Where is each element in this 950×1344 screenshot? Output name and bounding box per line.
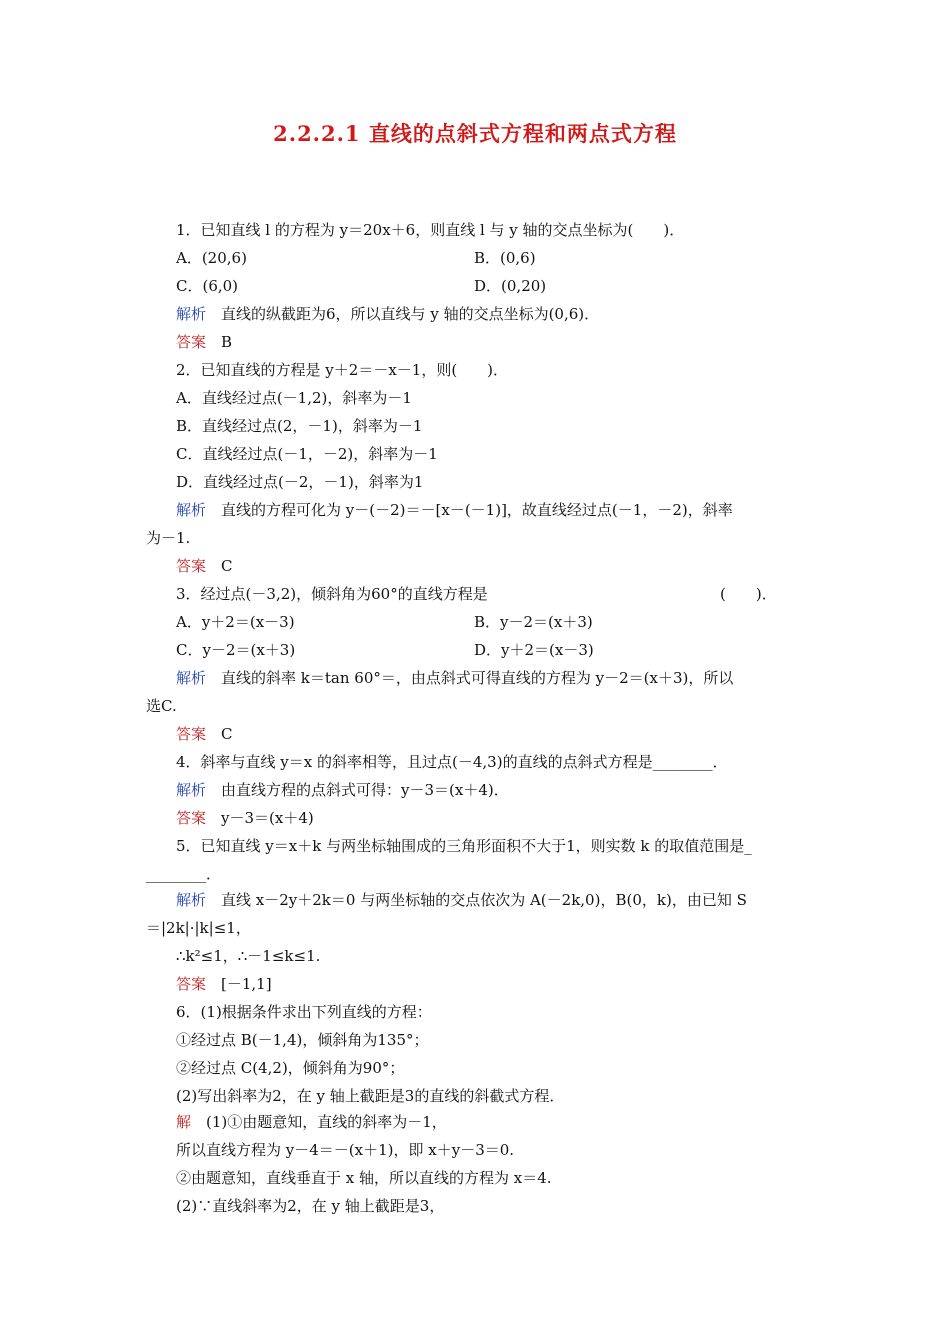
- answer-label: 答案: [176, 809, 207, 827]
- q4-stem: 4．斜率与直线 y＝x 的斜率相等，且过点(－4,3)的直线的点斜式方程是________．: [176, 753, 728, 771]
- q3-analysis: [176, 668, 733, 688]
- q4-answer: [176, 808, 314, 828]
- q3-option-c: C．y－2＝(x＋3): [176, 641, 296, 659]
- q1-analysis-text: 直线的纵截距为6，所以直线与 y 轴的交点坐标为(0,6)．: [206, 305, 600, 323]
- q6-solution-line-4: (2)∵直线斜率为2，在 y 轴上截距是3，: [176, 1197, 445, 1215]
- q5-analysis-conclusion: ∴k²≤1，∴－1≤k≤1.: [176, 947, 321, 965]
- q6-solution-line-2: 所以直线方程为 y－4＝－(x＋1)，即 x＋y－3＝0.: [176, 1141, 515, 1159]
- q1-analysis: [176, 304, 599, 324]
- q5-analysis-cont: ＝|2k|·|k|≤1，: [146, 919, 251, 937]
- q1-answer-text: B: [206, 333, 233, 351]
- analysis-label: 解析: [176, 891, 207, 909]
- analysis-label: 解析: [176, 781, 207, 799]
- q2-analysis-text: 直线的方程可化为 y－(－2)＝－[x－(－1)]，故直线经过点(－1，－2)，斜率: [206, 501, 733, 519]
- solution-label: 解: [176, 1113, 192, 1131]
- q3-analysis-text: 直线的斜率 k＝tan 60°＝，由点斜式可得直线的方程为 y－2＝(x＋3)，所以: [206, 669, 734, 687]
- q2-option-a: A．直线经过点(－1,2)，斜率为－1: [176, 389, 412, 407]
- analysis-label: 解析: [176, 501, 207, 519]
- q5-answer-text: [－1,1]: [206, 975, 272, 993]
- q2-answer-text: C: [206, 557, 233, 575]
- q5-answer: [176, 974, 272, 994]
- q2-answer: [176, 556, 233, 576]
- q2-option-d: D．直线经过点(－2，－1)，斜率为1: [176, 473, 424, 491]
- q3-analysis-cont: 选C.: [146, 697, 177, 715]
- q1-option-a: A．(20,6): [176, 249, 247, 267]
- q5-stem: 5．已知直线 y＝x＋k 与两坐标轴围成的三角形面积不大于1，则实数 k 的取值范围是_: [176, 837, 752, 855]
- q3-answer: [176, 724, 233, 744]
- q6-solution-text: (1)①由题意知，直线的斜率为－1，: [191, 1113, 447, 1131]
- q6-stem: 6．(1)根据条件求出下列直线的方程：: [176, 1003, 432, 1021]
- q2-stem: 2．已知直线的方程是 y＋2＝－x－1，则( )．: [176, 361, 509, 379]
- q2-option-b: B．直线经过点(2，－1)，斜率为－1: [176, 417, 423, 435]
- q3-option-a: A．y＋2＝(x－3): [176, 613, 295, 631]
- answer-label: 答案: [176, 975, 207, 993]
- q3-option-d: D．y＋2＝(x－3): [474, 641, 594, 659]
- q6-part-2: (2)写出斜率为2，在 y 轴上截距是3的直线的斜截式方程．: [176, 1087, 565, 1105]
- q3-answer-paren: ( )．: [720, 585, 777, 603]
- analysis-label: 解析: [176, 669, 207, 687]
- page-title: 2.2.2.1 直线的点斜式方程和两点式方程: [273, 121, 677, 146]
- answer-label: 答案: [176, 333, 207, 351]
- answer-label: 答案: [176, 557, 207, 575]
- q1-answer: [176, 332, 232, 352]
- q5-stem-cont: ________．: [146, 865, 222, 883]
- q4-analysis-text: 由直线方程的点斜式可得：y－3＝(x＋4)．: [206, 781, 509, 799]
- q1-option-b: B．(0,6): [474, 249, 536, 267]
- q6-item-1: ①经过点 B(－1,4)，倾斜角为135°；: [176, 1031, 429, 1049]
- q3-option-b: B．y－2＝(x＋3): [474, 613, 593, 631]
- q4-answer-text: y－3＝(x＋4): [206, 809, 314, 827]
- q1-option-d: D．(0,20): [474, 277, 547, 295]
- answer-label: 答案: [176, 725, 207, 743]
- q1-stem: 1．已知直线 l 的方程为 y＝20x＋6，则直线 l 与 y 轴的交点坐标为( )．: [176, 221, 685, 239]
- q6-solution-line-3: ②由题意知，直线垂直于 x 轴，所以直线的方程为 x＝4.: [176, 1169, 552, 1187]
- q1-option-c: C．(6,0): [176, 277, 239, 295]
- q6-item-2: ②经过点 C(4,2)，倾斜角为90°；: [176, 1059, 405, 1077]
- q2-option-c: C．直线经过点(－1，－2)，斜率为－1: [176, 445, 438, 463]
- analysis-label: 解析: [176, 305, 207, 323]
- q2-analysis-cont: 为－1.: [146, 529, 191, 547]
- q2-analysis: [176, 500, 733, 520]
- q5-analysis: [176, 890, 747, 910]
- q4-analysis: [176, 780, 509, 800]
- q6-solution: [176, 1112, 447, 1132]
- q3-answer-text: C: [206, 725, 233, 743]
- q5-analysis-text: 直线 x－2y＋2k＝0 与两坐标轴的交点依次为 A(－2k,0)，B(0，k)，由已知 S: [206, 891, 747, 909]
- q3-stem: 3．经过点(－3,2)，倾斜角为60°的直线方程是: [176, 585, 488, 603]
